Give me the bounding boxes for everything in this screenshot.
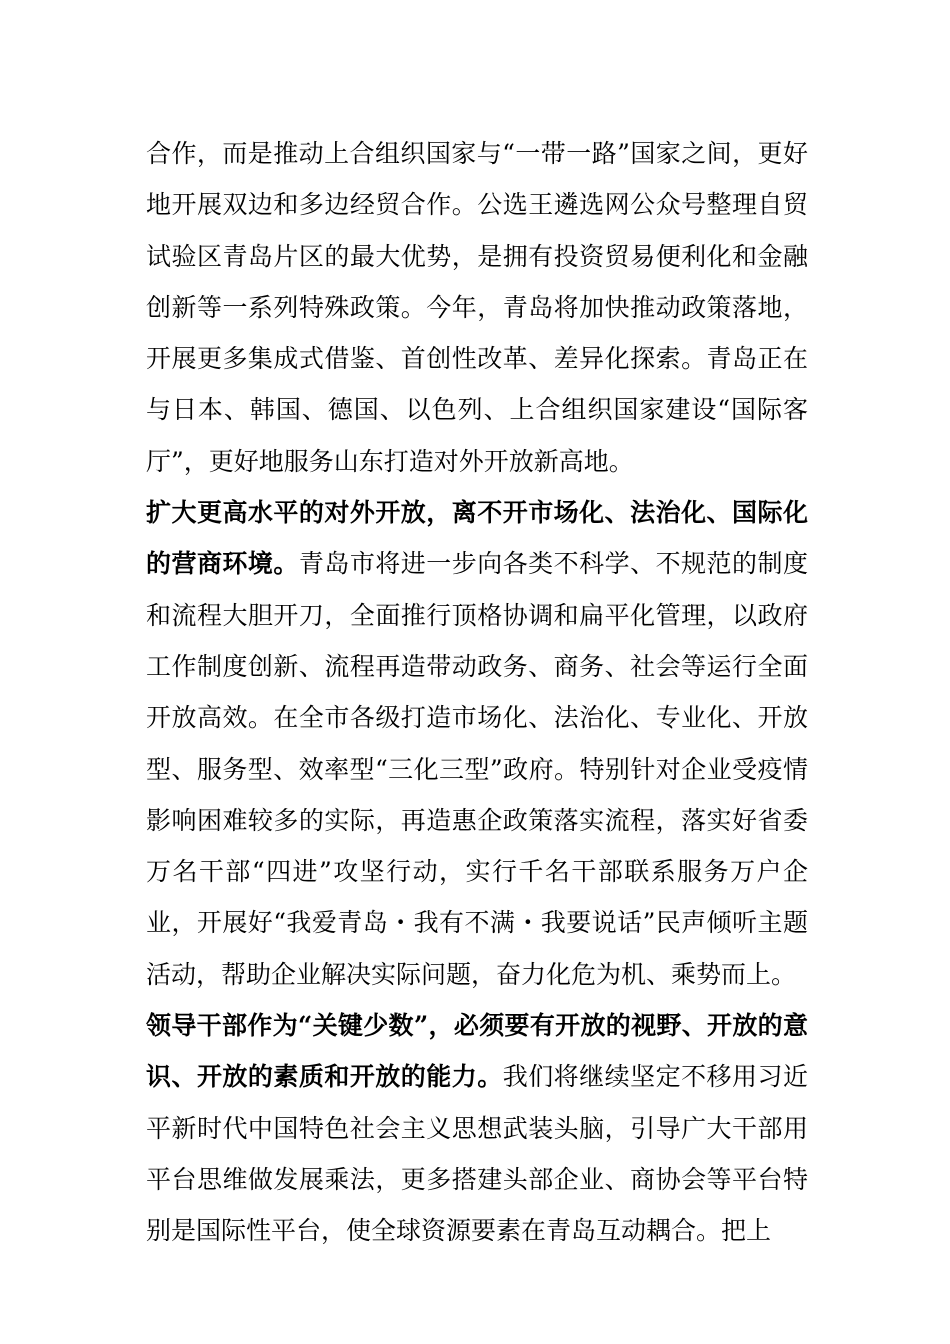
- paragraph-2: [146, 487, 808, 1000]
- paragraph-lead-bold: 扩大更高水平的对外开放，离不开市场化、法治化、国际化的营商环境。: [146, 498, 808, 579]
- paragraph-text: 青岛市将进一步向各类不科学、不规范的制度和流程大胆开刀，全面推行顶格协调和扁平化管理，以政府工作制度创新、流程再造带动政务、商务、社会等运行全面开放高效。在全市各级打造市场化、法治化、专业化、开放型、服务型、效率型“三化三型”政府。特别针对企业受疫情影响困难较多的实际，再造惠企政策落实流程，落实好省委万名干部“四进”攻坚行动，实行千名干部联系服务万户企业，开展好“我爱青岛・我有不满・我要说话”民声倾听主题活动，帮助企业解决实际问题，奋力化危为机、乘势而上。: [146, 549, 808, 989]
- paragraph-1: [146, 128, 808, 487]
- paragraph-3: [146, 1000, 808, 1256]
- paragraph-text: 我们将继续坚定不移用习近平新时代中国特色社会主义思想武装头脑，引导广大干部用平台思维做发展乘法，更多搭建头部企业、商协会等平台特别是国际性平台，使全球资源要素在青岛互动耦合。把上: [146, 1062, 808, 1246]
- paragraph-text: 合作，而是推动上合组织国家与“一带一路”国家之间，更好地开展双边和多边经贸合作。公选王遴选网公众号整理自贸试验区青岛片区的最大优势，是拥有投资贸易便利化和金融创新等一系列特殊政策。今年，青岛将加快推动政策落地，开展更多集成式借鉴、首创性改革、差异化探索。青岛正在与日本、韩国、德国、以色列、上合组织国家建设“国际客厅”，更好地服务山东打造对外开放新高地。: [146, 139, 808, 476]
- paragraph-lead-bold: 领导干部作为“关键少数”，必须要有开放的视野、开放的意识、开放的素质和开放的能力。: [146, 1011, 808, 1092]
- article-body: [146, 128, 808, 1257]
